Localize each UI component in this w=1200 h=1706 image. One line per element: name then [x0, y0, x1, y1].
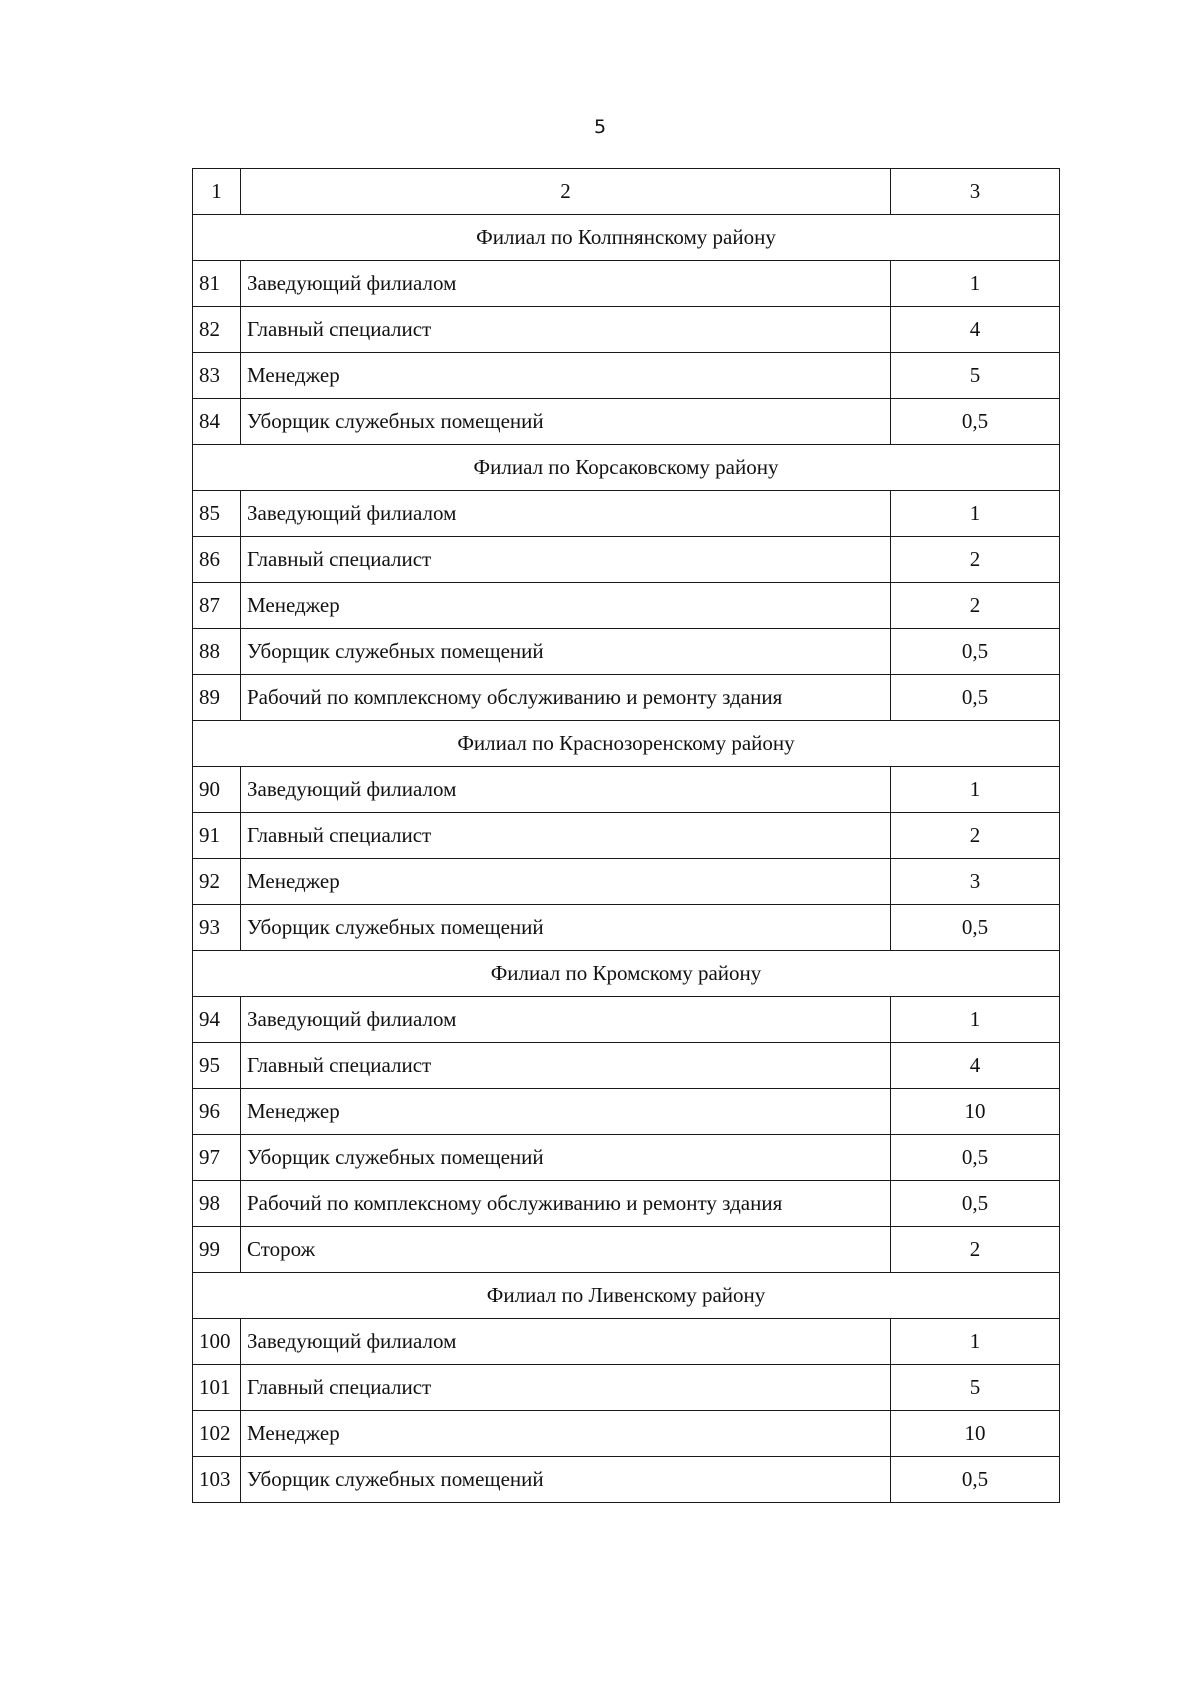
column-number-row: [193, 169, 1060, 215]
position-name: Менеджер: [241, 859, 891, 905]
position-name: Заведующий филиалом: [241, 1319, 891, 1365]
table-row: [193, 1043, 1060, 1089]
position-name: Менеджер: [241, 583, 891, 629]
position-name: Уборщик служебных помещений: [241, 629, 891, 675]
table-row: [193, 307, 1060, 353]
section-title: Филиал по Колпнянскому району: [193, 215, 1060, 261]
table-row: [193, 859, 1060, 905]
table-row: [193, 261, 1060, 307]
position-name: Менеджер: [241, 1411, 891, 1457]
position-quantity: 4: [891, 1043, 1060, 1089]
position-name: Уборщик служебных помещений: [241, 399, 891, 445]
position-quantity: 0,5: [891, 399, 1060, 445]
row-number: 87: [193, 583, 241, 629]
row-number: 90: [193, 767, 241, 813]
row-number: 88: [193, 629, 241, 675]
position-quantity: 0,5: [891, 629, 1060, 675]
row-number: 83: [193, 353, 241, 399]
position-quantity: 0,5: [891, 1457, 1060, 1503]
position-quantity: 10: [891, 1411, 1060, 1457]
position-quantity: 0,5: [891, 675, 1060, 721]
position-quantity: 1: [891, 491, 1060, 537]
table-row: [193, 583, 1060, 629]
column-number-1: 1: [193, 169, 241, 215]
position-quantity: 1: [891, 1319, 1060, 1365]
table-row: [193, 1411, 1060, 1457]
row-number: 98: [193, 1181, 241, 1227]
section-title: Филиал по Ливенскому району: [193, 1273, 1060, 1319]
row-number: 99: [193, 1227, 241, 1273]
position-quantity: 5: [891, 1365, 1060, 1411]
staff-table: [192, 168, 1060, 1503]
table-row: [193, 905, 1060, 951]
position-quantity: 1: [891, 261, 1060, 307]
row-number: 95: [193, 1043, 241, 1089]
position-name: Главный специалист: [241, 307, 891, 353]
position-quantity: 4: [891, 307, 1060, 353]
section-row: [193, 721, 1060, 767]
position-name: Рабочий по комплексному обслуживанию и ремонту здания: [241, 1181, 891, 1227]
section-title: Филиал по Корсаковскому району: [193, 445, 1060, 491]
table-row: [193, 1227, 1060, 1273]
table-row: [193, 629, 1060, 675]
position-name: Менеджер: [241, 353, 891, 399]
page-number: 5: [593, 116, 607, 138]
table-row: [193, 1319, 1060, 1365]
row-number: 102: [193, 1411, 241, 1457]
row-number: 92: [193, 859, 241, 905]
position-quantity: 10: [891, 1089, 1060, 1135]
table-row: [193, 767, 1060, 813]
position-name: Менеджер: [241, 1089, 891, 1135]
position-quantity: 0,5: [891, 905, 1060, 951]
row-number: 100: [193, 1319, 241, 1365]
table-row: [193, 1457, 1060, 1503]
row-number: 91: [193, 813, 241, 859]
row-number: 96: [193, 1089, 241, 1135]
position-name: Главный специалист: [241, 1365, 891, 1411]
table-row: [193, 997, 1060, 1043]
position-quantity: 5: [891, 353, 1060, 399]
row-number: 89: [193, 675, 241, 721]
section-title: Филиал по Кромскому району: [193, 951, 1060, 997]
position-quantity: 2: [891, 583, 1060, 629]
position-name: Сторож: [241, 1227, 891, 1273]
position-name: Заведующий филиалом: [241, 997, 891, 1043]
position-name: Рабочий по комплексному обслуживанию и ремонту здания: [241, 675, 891, 721]
section-row: [193, 1273, 1060, 1319]
position-name: Заведующий филиалом: [241, 491, 891, 537]
table-row: [193, 1089, 1060, 1135]
table-row: [193, 1135, 1060, 1181]
position-quantity: 2: [891, 537, 1060, 583]
section-title: Филиал по Краснозоренскому району: [193, 721, 1060, 767]
position-quantity: 1: [891, 767, 1060, 813]
position-name: Главный специалист: [241, 813, 891, 859]
table-row: [193, 353, 1060, 399]
position-quantity: 0,5: [891, 1181, 1060, 1227]
position-quantity: 3: [891, 859, 1060, 905]
position-name: Уборщик служебных помещений: [241, 1457, 891, 1503]
table-row: [193, 537, 1060, 583]
position-name: Главный специалист: [241, 537, 891, 583]
position-name: Уборщик служебных помещений: [241, 1135, 891, 1181]
position-quantity: 1: [891, 997, 1060, 1043]
section-row: [193, 445, 1060, 491]
row-number: 86: [193, 537, 241, 583]
section-row: [193, 951, 1060, 997]
position-quantity: 0,5: [891, 1135, 1060, 1181]
column-number-2: 2: [241, 169, 891, 215]
row-number: 81: [193, 261, 241, 307]
row-number: 82: [193, 307, 241, 353]
section-row: [193, 215, 1060, 261]
row-number: 85: [193, 491, 241, 537]
position-name: Уборщик служебных помещений: [241, 905, 891, 951]
table-row: [193, 491, 1060, 537]
row-number: 101: [193, 1365, 241, 1411]
position-name: Заведующий филиалом: [241, 767, 891, 813]
position-quantity: 2: [891, 1227, 1060, 1273]
table-row: [193, 399, 1060, 445]
row-number: 94: [193, 997, 241, 1043]
row-number: 84: [193, 399, 241, 445]
table-row: [193, 1181, 1060, 1227]
column-number-3: 3: [891, 169, 1060, 215]
position-name: Заведующий филиалом: [241, 261, 891, 307]
position-quantity: 2: [891, 813, 1060, 859]
table-row: [193, 675, 1060, 721]
row-number: 93: [193, 905, 241, 951]
table-row: [193, 813, 1060, 859]
table-body: [193, 169, 1060, 1503]
row-number: 103: [193, 1457, 241, 1503]
position-name: Главный специалист: [241, 1043, 891, 1089]
row-number: 97: [193, 1135, 241, 1181]
table-row: [193, 1365, 1060, 1411]
